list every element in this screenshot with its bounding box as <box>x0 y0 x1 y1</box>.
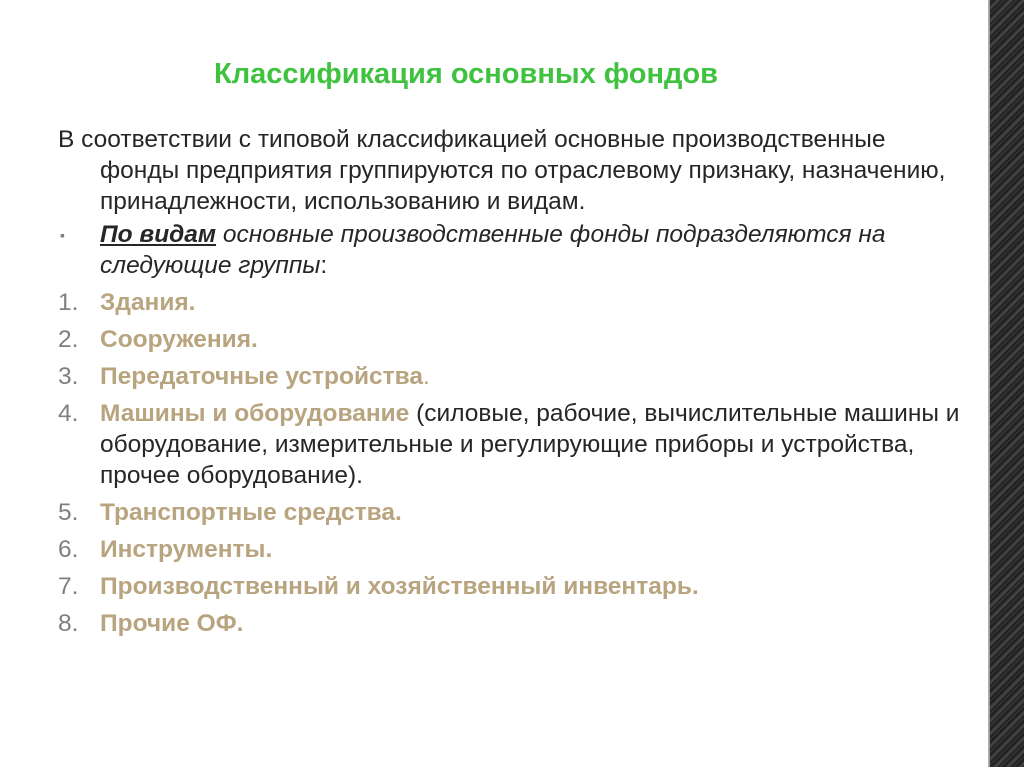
item-label: Производственный и хозяйственный инвентарь. <box>100 573 699 600</box>
dark-side-strip <box>990 0 1024 767</box>
item-label: Прочие ОФ. <box>100 610 244 637</box>
list-item <box>58 361 963 392</box>
list-item <box>58 324 963 355</box>
item-rest: . <box>423 363 430 390</box>
list-item <box>58 571 963 602</box>
square-bullet-icon: ▪ <box>60 227 65 243</box>
list-item <box>58 398 963 491</box>
item-rest: (силовые, рабочие, вычислительные машины и оборудование, измерительные и регулирующие приборы и устройства, прочее оборудование). <box>100 400 960 489</box>
bullet-lead: По видам <box>100 221 217 248</box>
bullet-text: основные производственные фонды подразделяются на следующие группы <box>100 221 886 279</box>
list-item <box>58 608 963 639</box>
item-number: 1. <box>58 289 79 316</box>
item-number: 2. <box>58 326 79 353</box>
item-number: 7. <box>58 573 79 600</box>
item-number: 6. <box>58 536 79 563</box>
list-item <box>58 534 963 565</box>
list-item <box>58 497 963 528</box>
item-label: Здания. <box>100 289 196 316</box>
slide-content <box>58 124 963 645</box>
item-number: 3. <box>58 363 79 390</box>
item-number: 8. <box>58 610 79 637</box>
item-label: Сооружения. <box>100 326 258 353</box>
bullet-item <box>58 219 963 281</box>
item-label: Передаточные устройства <box>100 363 424 390</box>
intro-paragraph: В соответствии с типовой классификацией основные производственные фонды предприятия группируются по отраслевому признаку, назначению, принадлежности, использованию и видам. <box>58 126 946 215</box>
item-label: Инструменты. <box>100 536 273 563</box>
item-number: 4. <box>58 400 79 427</box>
item-label: Транспортные средства. <box>100 499 402 526</box>
item-label: Машины и оборудование <box>100 400 410 427</box>
slide-title: Классификация основных фондов <box>214 58 718 90</box>
list-item <box>58 287 963 318</box>
bullet-tail: : <box>320 252 328 279</box>
item-number: 5. <box>58 499 79 526</box>
